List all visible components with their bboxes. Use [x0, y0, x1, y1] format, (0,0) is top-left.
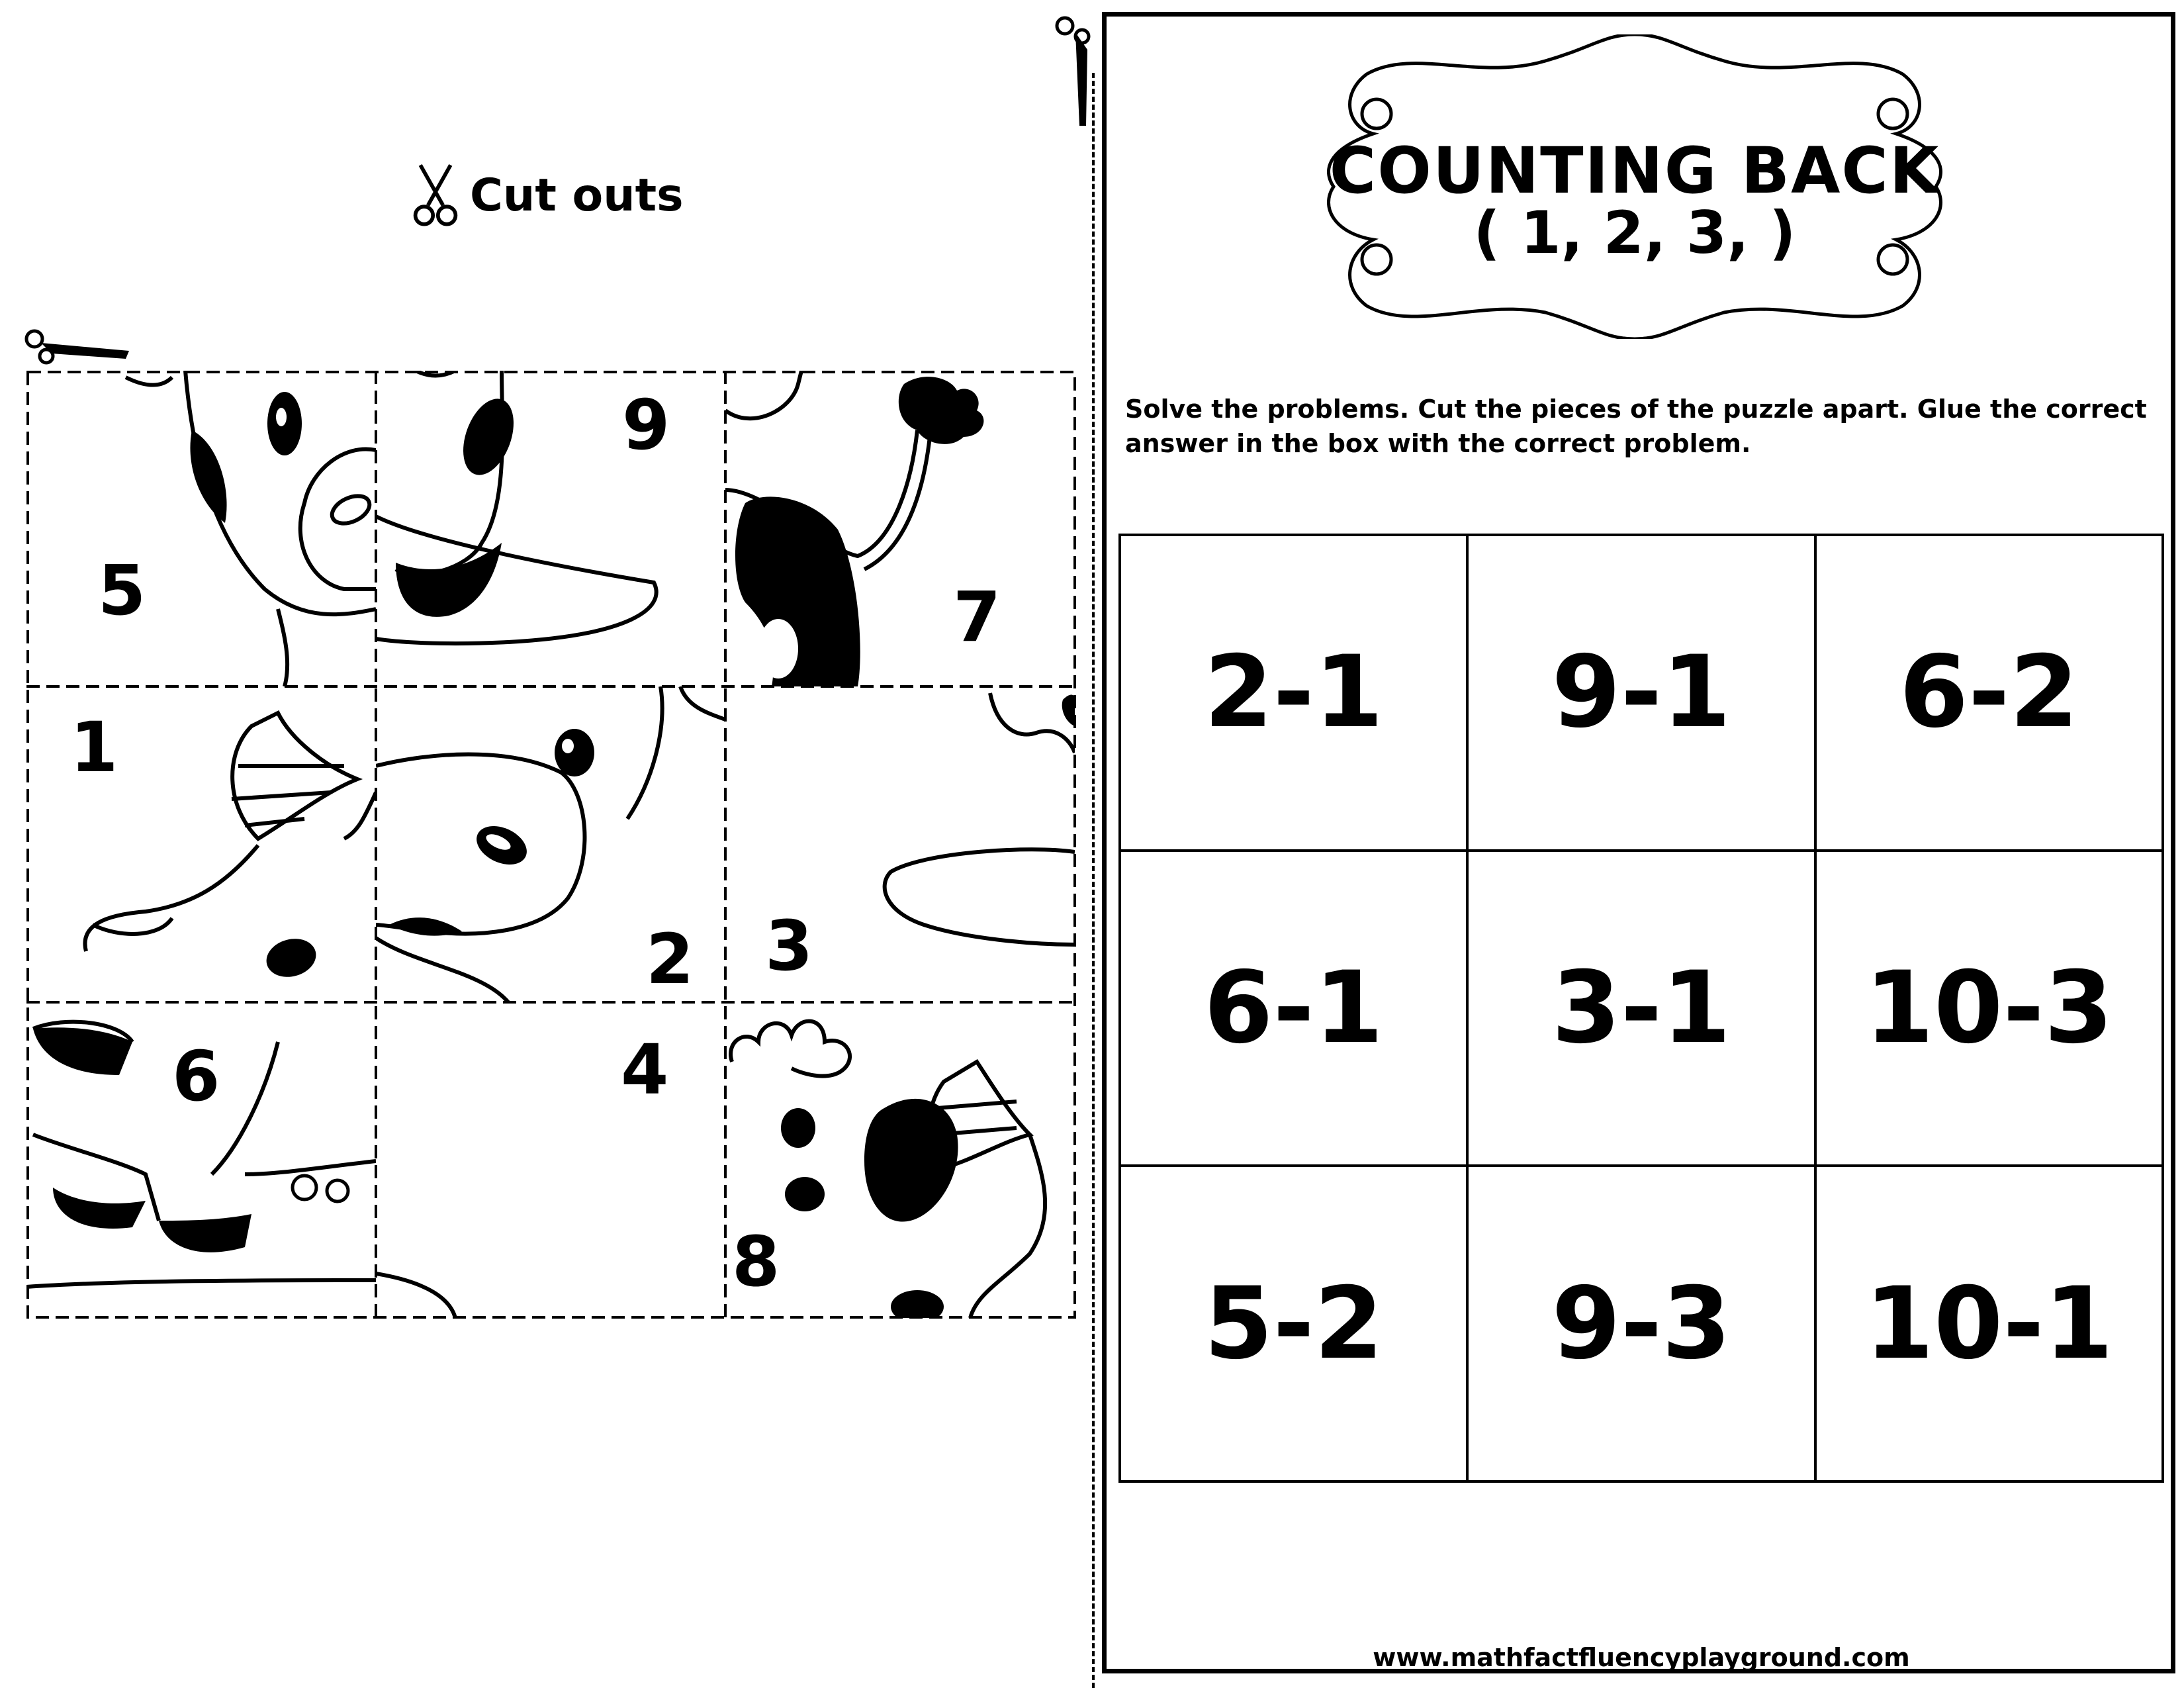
problem-cell[interactable]: 9-3 — [1467, 1166, 1815, 1481]
website-footer: www.mathfactfluencyplayground.com — [1373, 1643, 1910, 1672]
problem-cell[interactable]: 5-2 — [1120, 1166, 1467, 1481]
problem-cell[interactable]: 6-1 — [1120, 851, 1467, 1166]
problem-cell[interactable]: 2-1 — [1120, 535, 1467, 851]
piece-number: 1 — [70, 707, 118, 788]
cutouts-heading — [410, 159, 684, 232]
scissors-icon — [20, 324, 132, 371]
piece-number: 5 — [98, 550, 146, 631]
cut-grid — [26, 371, 1076, 1319]
problem-grid — [1118, 534, 2164, 1483]
title-line-2: ( 1, 2, 3, ) — [1473, 199, 1796, 267]
piece-number: 6 — [172, 1036, 220, 1117]
cutouts-label: Cut outs — [470, 169, 684, 222]
problem-cell[interactable]: 9-1 — [1467, 535, 1815, 851]
problem-row — [1120, 851, 2163, 1166]
problem-cell[interactable]: 10-1 — [1815, 1166, 2163, 1481]
piece-number: 3 — [765, 906, 813, 986]
worksheet-title — [1314, 134, 1956, 267]
title-line-1: COUNTING BACK — [1329, 134, 1940, 208]
problem-row — [1120, 535, 2163, 851]
problem-cell[interactable]: 10-3 — [1815, 851, 2163, 1166]
piece-number: 4 — [621, 1029, 669, 1110]
piece-number: 9 — [622, 385, 670, 465]
problem-cell[interactable]: 6-2 — [1815, 535, 2163, 851]
cut-line — [1092, 73, 1095, 1688]
scissors-icon — [1049, 10, 1095, 129]
piece-number: 8 — [732, 1221, 780, 1302]
instructions-text: Solve the problems. Cut the pieces of the puzzle apart. Glue the correct answer in the box with the correct problem. — [1125, 395, 2147, 458]
problem-row — [1120, 1166, 2163, 1481]
problem-cell[interactable]: 3-1 — [1467, 851, 1815, 1166]
puzzle-cutouts — [26, 371, 1076, 1319]
scissors-icon — [410, 162, 461, 228]
piece-number: 2 — [646, 919, 694, 1000]
piece-number: 7 — [953, 577, 1001, 657]
